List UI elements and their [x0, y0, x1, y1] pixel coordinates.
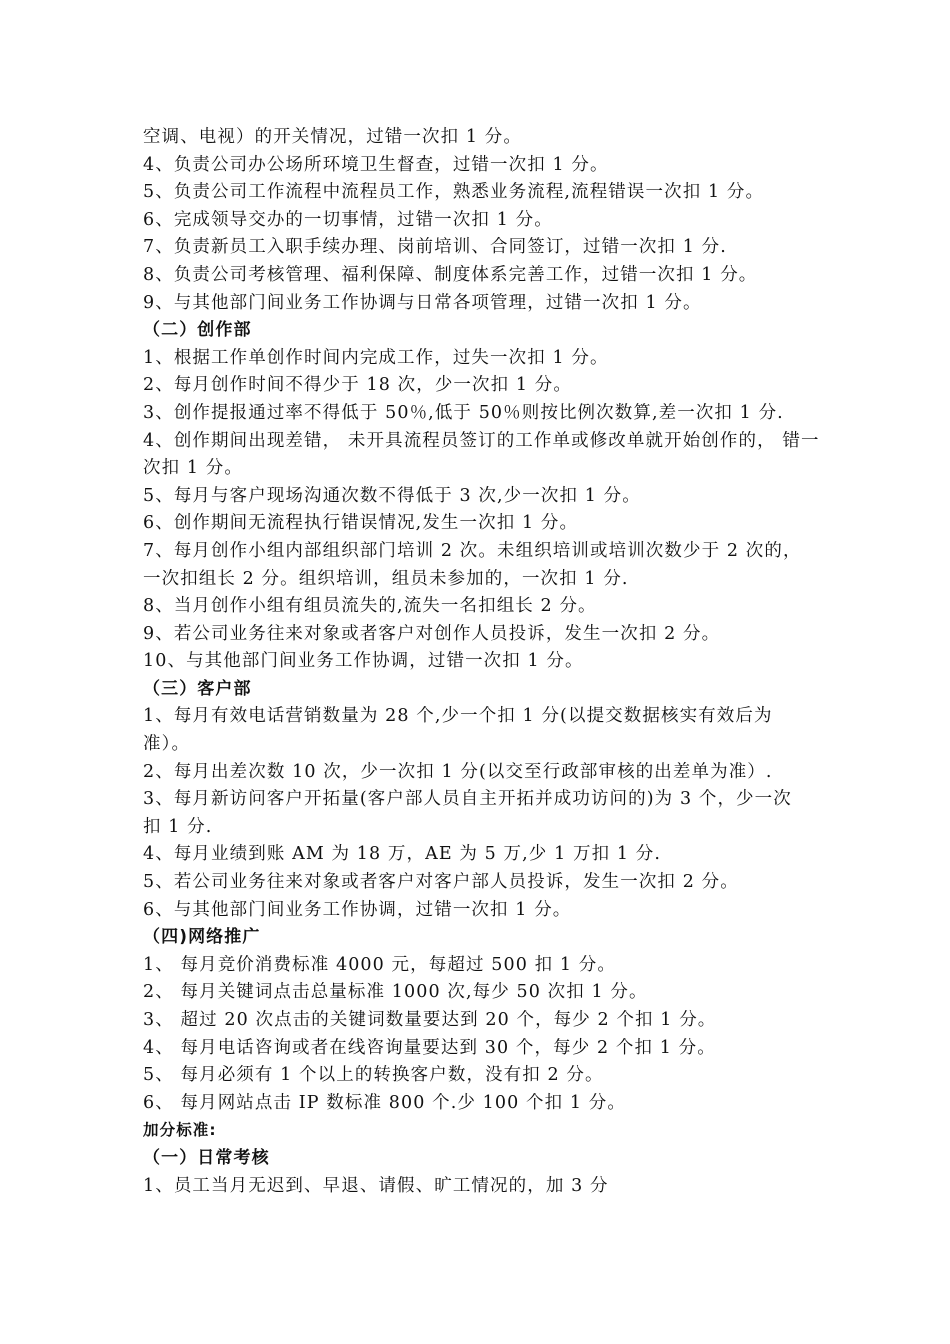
text-line: 7、每月创作小组内部组织部门培训 2 次。未组织培训或培训次数少于 2 次的，	[143, 540, 802, 561]
text-line: 6、创作期间无流程执行错误情况,发生一次扣 1 分。	[143, 513, 579, 534]
text-line: 4、每月业绩到账 AM 为 18 万，AE 为 5 万,少 1 万扣 1 分.	[143, 844, 661, 865]
text-line: 5、若公司业务往来对象或者客户对客户部人员投诉，发生一次扣 2 分。	[143, 872, 739, 893]
text-line: 1、员工当月无迟到、早退、请假、旷工情况的，加 3 分	[143, 1175, 609, 1196]
text-line: 1、每月有效电话营销数量为 28 个,少一个扣 1 分(以提交数据核实有效后为	[143, 706, 773, 727]
section-heading: （三）客户部	[143, 678, 252, 699]
text-line: 2、 每月关键词点击总量标准 1000 次,每少 50 次扣 1 分。	[143, 982, 648, 1003]
text-line: 5、 每月必须有 1 个以上的转换客户数，没有扣 2 分。	[143, 1065, 604, 1086]
text-line: 2、每月创作时间不得少于 18 次，少一次扣 1 分。	[143, 375, 572, 396]
text-line: 扣 1 分.	[143, 816, 213, 837]
text-line: 9、与其他部门间业务工作协调与日常各项管理，过错一次扣 1 分。	[143, 292, 702, 313]
section-heading: 加分标准:	[143, 1121, 217, 1140]
text-line: 一次扣组长 2 分。组织培训，组员未参加的，一次扣 1 分.	[143, 568, 629, 589]
text-line: 8、负责公司考核管理、福利保障、制度体系完善工作，过错一次扣 1 分。	[143, 264, 758, 285]
text-line: 1、根据工作单创作时间内完成工作，过失一次扣 1 分。	[143, 347, 609, 368]
text-line: 8、当月创作小组有组员流失的,流失一名扣组长 2 分。	[143, 596, 597, 617]
text-line: 空调、电视）的开关情况，过错一次扣 1 分。	[143, 127, 522, 147]
text-line: 3、 超过 20 次点击的关键词数量要达到 20 个，每少 2 个扣 1 分。	[143, 1010, 717, 1030]
text-line: 9、若公司业务往来对象或者客户对创作人员投诉，发生一次扣 2 分。	[143, 623, 721, 644]
text-line: 5、负责公司工作流程中流程员工作，熟悉业务流程,流程错误一次扣 1 分。	[143, 182, 765, 203]
text-line: 6、完成领导交办的一切事情，过错一次扣 1 分。	[143, 209, 553, 230]
section-heading: （二）创作部	[143, 320, 252, 341]
text-line: 5、每月与客户现场沟通次数不得低于 3 次,少一次扣 1 分。	[143, 485, 641, 506]
text-line: 3、创作提报通过率不得低于 50％,低于 50％则按比例次数算,差一次扣 1 分.	[143, 402, 784, 423]
text-line: 2、每月出差次数 10 次，少一次扣 1 分(以交至行政部审核的出差单为准）.	[143, 761, 773, 782]
text-line: 7、负责新员工入职手续办理、岗前培训、合同签订，过错一次扣 1 分.	[143, 237, 727, 258]
text-line: 3、每月新访问客户开拓量(客户部人员自主开拓并成功访问的)为 3 个，少一次	[143, 789, 792, 810]
text-line: 4、创作期间出现差错， 未开具流程员签订的工作单或修改单就开始创作的， 错一	[143, 430, 820, 451]
section-heading: （四)网络推广	[143, 927, 261, 948]
text-line: 准）。	[143, 734, 191, 755]
text-line: 次扣 1 分。	[143, 458, 243, 479]
text-line: 4、负责公司办公场所环境卫生督查，过错一次扣 1 分。	[143, 154, 609, 175]
document-page	[143, 124, 823, 1200]
text-line: 10、与其他部门间业务工作协调，过错一次扣 1 分。	[143, 651, 584, 672]
text-line: 1、 每月竞价消费标准 4000 元，每超过 500 扣 1 分。	[143, 954, 616, 975]
text-line: 6、与其他部门间业务工作协调，过错一次扣 1 分。	[143, 899, 572, 920]
section-heading: （一）日常考核	[143, 1147, 270, 1168]
text-line: 4、 每月电话咨询或者在线咨询量要达到 30 个，每少 2 个扣 1 分。	[143, 1037, 716, 1058]
text-line: 6、 每月网站点击 IP 数标准 800 个.少 100 个扣 1 分。	[143, 1092, 626, 1113]
